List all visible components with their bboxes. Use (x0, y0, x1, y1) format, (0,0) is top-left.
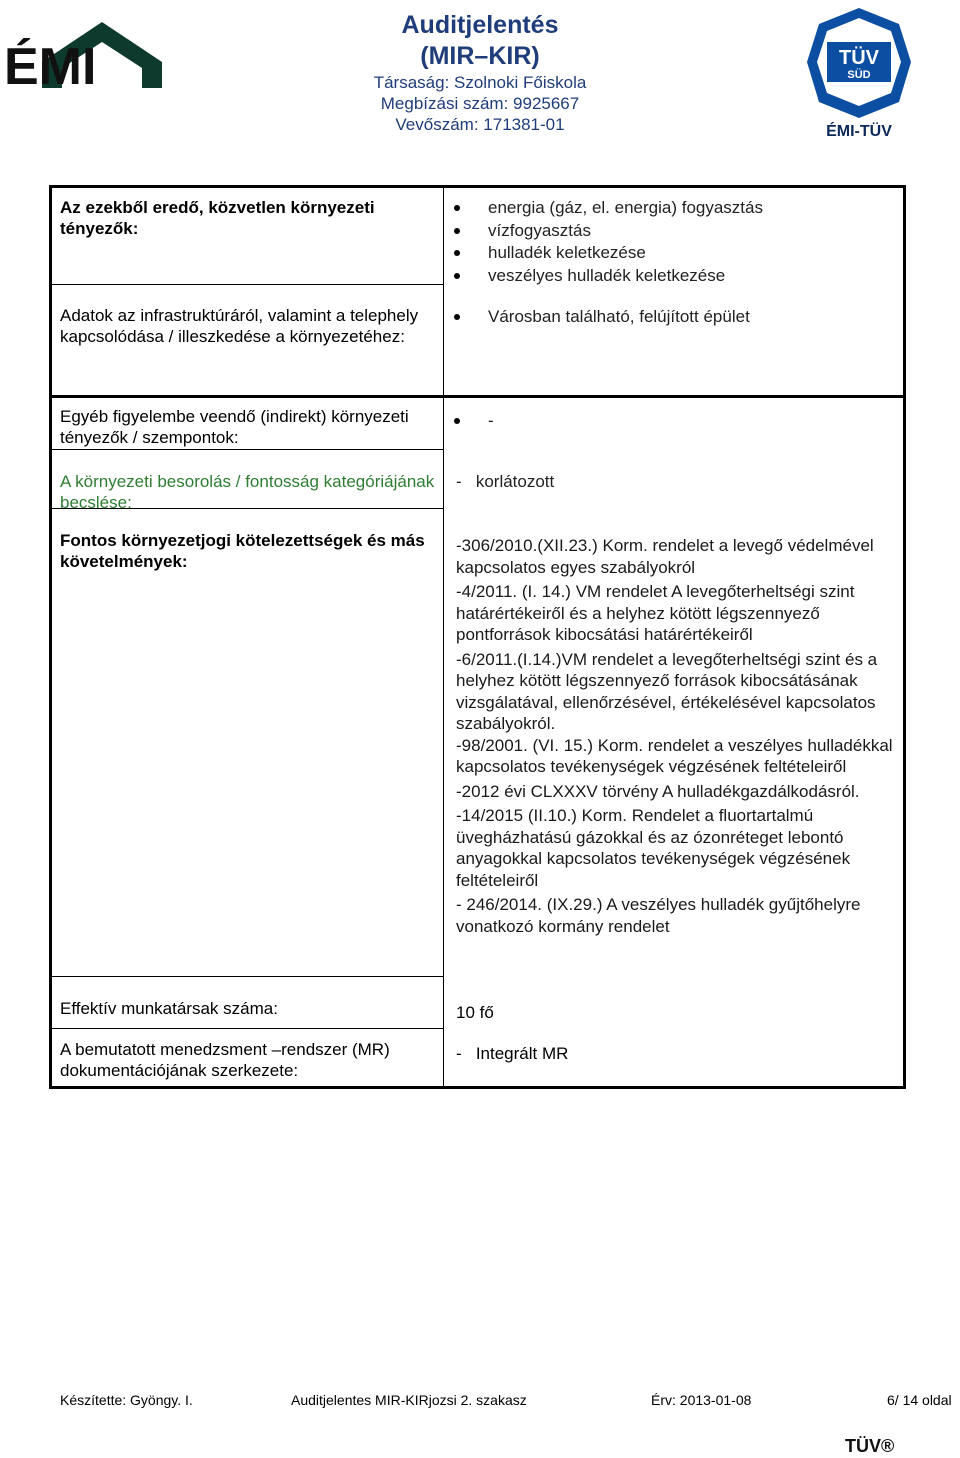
row-value-infrastructure (452, 306, 907, 329)
svg-text:TÜV®: TÜV® (845, 1436, 895, 1456)
row-label-classification: A környezeti besorolás / fontosság kategóriájának becslése: (60, 472, 435, 512)
svg-text:TÜV: TÜV (839, 47, 879, 69)
list-item: vízfogyasztás (452, 220, 907, 243)
regulation-item: -4/2011. (I. 14.) VM rendelet A levegőterheltségi szint határértékeiről és a helyhez kötött légszennyező pontforrások kibocsátási határértékeiről (456, 582, 855, 644)
row-value-employees: 10 fő (456, 1003, 494, 1022)
footer-validity: Érv: 2013-01-08 (651, 1392, 752, 1408)
row-divider (52, 449, 443, 450)
row-value-classification: - korlátozott (456, 472, 555, 491)
row-label-employees: Effektív munkatársak száma: (60, 999, 278, 1018)
row-value-direct-factors (452, 197, 907, 287)
list-item: veszélyes hulladék keletkezése (452, 265, 907, 288)
svg-text:ÉMI-TÜV: ÉMI-TÜV (826, 123, 892, 140)
regulation-item: -14/2015 (II.10.) Korm. Rendelet a fluortartalmú üvegházhatású gázokkal és az ózonréteget lebontó anyagokkal kapcsolatos tevékenységek végzésének feltételeiről (456, 806, 851, 890)
row-divider (52, 284, 443, 285)
row-divider (52, 976, 443, 977)
svg-text:SÜD: SÜD (847, 69, 871, 81)
regulation-item: - 246/2014. (IX.29.) A veszélyes hulladék gyűjtőhelyre vonatkozó kormány rendelet (456, 895, 861, 936)
svg-text:ÉMI: ÉMI (4, 38, 97, 88)
list-item: hulladék keletkezése (452, 242, 907, 265)
list-item: - (452, 410, 907, 433)
regulation-item: -98/2001. (VI. 15.) Korm. rendelet a veszélyes hulladékkal kapcsolatos tevékenységek végzésének feltételeiről (456, 735, 893, 776)
column-divider (443, 188, 444, 1086)
section-divider (52, 395, 903, 398)
page-footer (0, 1392, 960, 1412)
row-value-indirect-factors (452, 410, 907, 433)
emi-logo (2, 16, 162, 88)
tuv-logo (803, 6, 915, 142)
tuv-footer-logo (845, 1432, 897, 1456)
page-header (0, 0, 960, 150)
report-title-block (300, 10, 660, 135)
row-label-indirect-factors: Egyéb figyelembe veendő (indirekt) környezeti tényezők / szempontok: (60, 407, 409, 447)
row-divider (52, 1028, 443, 1029)
row-value-legal-requirements (456, 535, 904, 937)
regulation-item: -6/2011.(I.14.)VM rendelet a levegőterheltségi szint és a helyhez kötött légszennyező források kibocsátásának vizsgálatával, ellenőrzésével, értékelésével kapcsolatos szabályokról. (456, 649, 878, 733)
list-item: energia (gáz, el. energia) fogyasztás (452, 197, 907, 220)
footer-page-number: 6/ 14 oldal (887, 1392, 952, 1408)
report-subtitle: (MIR–KIR) (420, 42, 540, 70)
row-value-mr-structure: - Integrált MR (456, 1044, 569, 1063)
row-label-mr-structure: A bemutatott menedzsment –rendszer (MR) dokumentációjának szerkezete: (60, 1040, 390, 1080)
audit-table (49, 185, 906, 1089)
regulation-item: -2012 évi CLXXXV törvény A hulladékgazdálkodásról. (456, 781, 860, 801)
order-number: Megbízási szám: 9925667 (380, 94, 580, 113)
report-title: Auditjelentés (401, 11, 559, 39)
row-label-infrastructure: Adatok az infrastruktúráról, valamint a telephely kapcsolódása / illeszkedése a környezetéhez: (60, 306, 419, 346)
row-label-legal-requirements: Fontos környezetjogi kötelezettségek és más követelmények: (60, 531, 425, 571)
customer-number: Vevőszám: 171381-01 (395, 115, 565, 134)
regulation-item: -306/2010.(XII.23.) Korm. rendelet a levegő védelmével kapcsolatos egyes szabályokról (456, 536, 874, 577)
footer-document-name: Auditjelentes MIR-KIRjozsi 2. szakasz (291, 1392, 527, 1408)
list-item: Városban található, felújított épület (452, 306, 907, 329)
company-name: Társaság: Szolnoki Főiskola (373, 73, 587, 92)
footer-prepared-by: Készítette: Gyöngy. I. (60, 1392, 193, 1408)
row-label-direct-factors: Az ezekből eredő, közvetlen környezeti tényezők: (60, 198, 375, 238)
